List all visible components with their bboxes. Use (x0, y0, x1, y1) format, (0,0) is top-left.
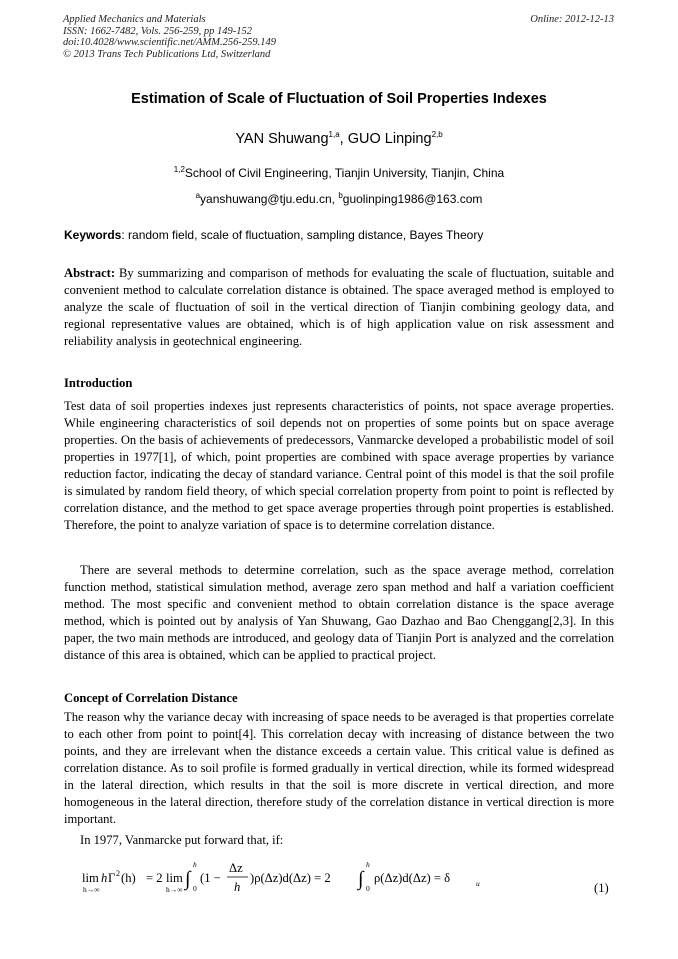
eq-int2-upper: h (366, 860, 370, 869)
eq-lim2: lim (166, 871, 183, 885)
equation-1 (80, 858, 520, 898)
eq-lim-sub: h→∞ (83, 885, 100, 894)
author-name: YAN Shuwang (235, 131, 329, 147)
author-list: YAN Shuwang$^{1,a}$, GUO Linping$^{2,b}$ (235, 130, 443, 147)
concept-paragraph-2: In 1977, Vanmarcke put forward that, if: (80, 833, 284, 847)
affiliation-sup: 1,2 (173, 165, 185, 174)
journal-header (63, 14, 276, 60)
eq-paren-h: (h) (121, 871, 136, 885)
email-sup: b (338, 191, 343, 200)
eq-sq: 2 (116, 869, 120, 878)
abstract (64, 265, 614, 350)
intro-paragraph-2: There are several methods to determine correlation, such as the space average method, correlation function method, statistical simulation method, average zero span method and half a variation coefficient method. The most specific and convenient method to obtain correlation distance is the space average method, which is pointed out by analysis of Yan Shuwang, Gao Dazhao and Bao Chenggang[2,3]. In this paper, the two main methods are introduced, and geology data of Tianjin Port is analyzed and the correlation distance of this area is obtained, which can be applied to practical project. (64, 563, 614, 662)
eq-lim2-sub: h→∞ (166, 885, 183, 894)
email-list: $^a$yanshuwang@tju.edu.cn, $^b$guolinping1986@163.com (195, 191, 483, 206)
equation-number: (1) (594, 881, 609, 895)
author-name: GUO Linping (347, 131, 432, 147)
section-heading-introduction: Introduction (64, 376, 133, 390)
keywords-text: : random field, scale of fluctuation, sampling distance, Bayes Theory (121, 228, 484, 242)
concept-paragraph-1: The reason why the variance decay with increasing of space needs to be averaged is that properties correlate to each other from point to point[4]. This correlation decay with increasing of distance between the two points, and they are irrelevant when the distance exceeds a certain value. This critical value is defined as correlation distance. As to soil profile is formed gradually in vertical direction, while its formed widespread in the lateral direction, which results in that the soil is more discrete in vertical direction, and more homogeneous in the lateral direction, therefore study of the correlation distance in vertical direction is more important. (64, 710, 614, 826)
eq-int-upper: h (193, 860, 197, 869)
eq-integral-2: ∫ (358, 868, 364, 890)
eq-gamma: Γ (108, 871, 116, 885)
eq-frac-num: Δz (229, 861, 243, 875)
email-link[interactable]: guolinping1986@163.com (342, 192, 483, 206)
eq-delta-sub: u (476, 879, 480, 888)
eq-rho-term: )ρ(Δz)d(Δz) = 2 (250, 871, 331, 885)
affiliation-text: School of Civil Engineering, Tianjin University, Tianjin, China (184, 166, 505, 180)
issn-line: ISSN: 1662-7482, Vols. 256-259, pp 149-152 (63, 25, 252, 37)
email-sup: a (195, 191, 201, 200)
eq-frac-den: h (234, 880, 241, 894)
keywords-label: Keywords (64, 228, 122, 242)
eq-lim: lim (82, 871, 99, 885)
doi-line: doi:10.4028/www.scientific.net/AMM.256-259.149 (63, 37, 276, 49)
keywords (64, 228, 624, 242)
eq-int2-lower: 0 (366, 884, 370, 893)
eq-integral: ∫ (185, 868, 191, 890)
paper-title: Estimation of Scale of Fluctuation of Soil Properties Indexes (131, 91, 547, 107)
eq-h: h (101, 871, 108, 885)
online-date: Online: 2012-12-13 (530, 14, 614, 25)
author-sup: 1,a (328, 130, 340, 140)
eq-int-lower: 0 (193, 884, 197, 893)
abstract-label: Abstract: (64, 266, 116, 280)
author-sup: 2,b (431, 130, 443, 140)
eq-rho-term-2: ρ(Δz)d(Δz) = δ (374, 871, 451, 885)
affiliation (0, 166, 678, 180)
eq-equals-2: = 2 (146, 871, 163, 885)
section-heading-concept: Concept of Correlation Distance (64, 691, 238, 705)
abstract-text: By summarizing and comparison of methods for evaluating the scale of fluctuation, suitable and convenient method to calculate correlation distance is obtained. The space averaged method is employed to analyze the scale of fluctuation of soil in the vertical direction of Tianjin combining geology data, and regional representative values are obtained, which is of high application value on risk assessment and reliability analysis in geotechnical engineering. (64, 266, 614, 348)
copyright-line: © 2013 Trans Tech Publications Ltd, Switzerland (63, 48, 271, 60)
eq-one-minus: (1 − (200, 871, 221, 885)
journal-name: Applied Mechanics and Materials (63, 14, 206, 25)
intro-paragraph-1: Test data of soil properties indexes just represents characteristics of points, not space average properties. While engineering characteristics of soil depends not on properties of some points but on space average properties. On the basis of achievements of predecessors, Vanmarcke developed a probabilistic model of soil properties in 1977[1], of which, point properties are combined with space average properties by variance reduction factor, indicating the decay of standard variance. Central point of this model is that the soil profile is simulated by random field theory, of which special correlation property from point to point is reflected by correlation distance, and the method to get space average properties through point properties is established. Therefore, the point to analyze variation of space is to determine correlation distance. (64, 399, 614, 532)
email-link[interactable]: yanshuwang@tju.edu.cn (200, 192, 332, 206)
